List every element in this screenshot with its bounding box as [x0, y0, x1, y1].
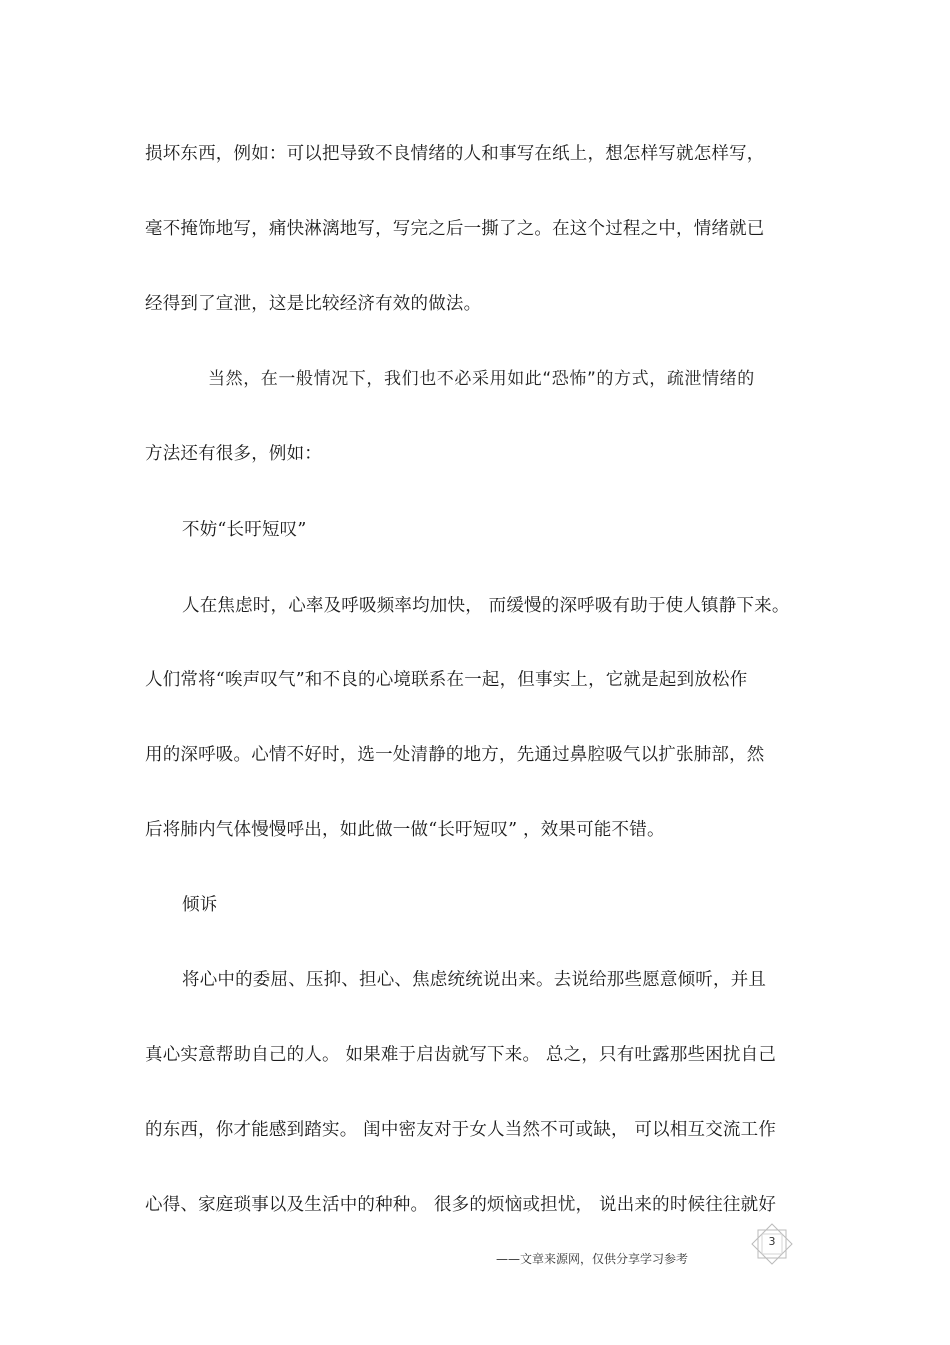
paragraph-line: 将心中的委屈、压抑、担心、焦虑统统说出来。去说给那些愿意倾听，并且: [182, 970, 767, 990]
page-number: 3: [768, 1235, 776, 1248]
page-number-badge: [748, 1222, 796, 1266]
paragraph-line: 方法还有很多，例如：: [145, 444, 322, 464]
paragraph-line: 用的深呼吸。心情不好时，选一处清静的地方，先通过鼻腔吸气以扩张肺部，然: [145, 745, 765, 765]
section-heading: 倾诉: [182, 895, 218, 915]
paragraph-line: 经得到了宣泄，这是比较经济有效的做法。: [145, 294, 482, 314]
footer-source-note: ——文章来源网，仅供分享学习参考: [496, 1252, 689, 1266]
paragraph-line: 真心实意帮助自己的人。 如果难于启齿就写下来。 总之，只有吐露那些困扰自己: [145, 1045, 777, 1065]
paragraph-line: 的东西，你才能感到踏实。 闺中密友对于女人当然不可或缺， 可以相互交流工作: [145, 1120, 777, 1140]
paragraph-line: 心得、家庭琐事以及生活中的种种。 很多的烦恼或担忧， 说出来的时候往往就好: [145, 1195, 777, 1215]
paragraph-line: 后将肺内气体慢慢呼出，如此做一做“长吁短叹” ，效果可能不错。: [145, 820, 665, 840]
paragraph-line: 当然，在一般情况下，我们也不必采用如此“恐怖”的方式，疏泄情绪的: [208, 369, 755, 389]
paragraph-line: 损坏东西，例如：可以把导致不良情绪的人和事写在纸上，想怎样写就怎样写，: [145, 144, 765, 164]
paragraph-line: 毫不掩饰地写，痛快淋漓地写，写完之后一撕了之。在这个过程之中，情绪就已: [145, 219, 765, 239]
paragraph-line: 人在焦虑时，心率及呼吸频率均加快， 而缓慢的深呼吸有助于使人镇静下来。: [182, 596, 790, 616]
section-heading: 不妨“长吁短叹”: [182, 520, 307, 540]
paragraph-line: 人们常将“唉声叹气”和不良的心境联系在一起，但事实上，它就是起到放松作: [145, 670, 748, 690]
